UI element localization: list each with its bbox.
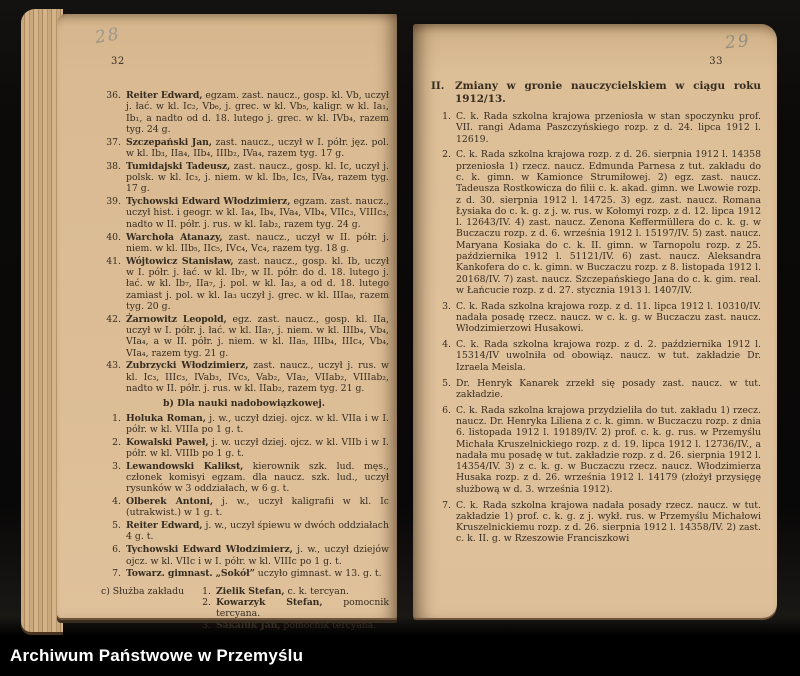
- teacher-name: Szczepański Jan,: [126, 136, 212, 148]
- entry-number: 6.: [112, 544, 121, 556]
- entry-number: 4.: [442, 339, 451, 351]
- entry-text: uczyło gimnast. w 13. g. t.: [257, 568, 382, 580]
- entry-text: pomocnik tercyana.: [283, 619, 377, 631]
- teacher-name: Warchoła Atanazy,: [126, 231, 223, 243]
- entry-number: 40.: [106, 231, 121, 243]
- teacher-name: Olberek Antoni,: [126, 496, 213, 508]
- activity-entry: [99, 568, 389, 579]
- entry-number: 7.: [112, 568, 121, 580]
- entry-text: j. w., uczył kaligrafii w kl. Ic (utrakwist.) w 1 g. t.: [126, 496, 389, 519]
- entry-text: C. k. Rada szkolna krajowa nadała posady rzecz. naucz. w tut. zakładzie 1) prof. c. k. g. z j. wykł. rus. w Przemyślu Michałowi Kruszelnickiemu rozp. z d. 26. sierpnia 1912 l. 14358/IV. 2) zast. c. k. II. g. w Rzeszowie Franciszkowi: [456, 499, 761, 545]
- entry-text: C. k. Rada szkolna krajowa rozp. z d. 26. sierpnia 1912 l. 14358 przeniosła 1) rzecz. naucz. Edmunda Parnesa z tut. zakładu do c. k. gimn. w Kamionce Strumiłowej. 2) egz. zast. naucz. Tadeusza Rostkowicza do filii c. k. akad. gimn. we Lwowie rozp. z d. 30. sierpnia 1912 l. 14725. 3) egz. zast. naucz. Romana Łysiaka do c. k. g. z j. w. rus. w Kołomyi rozp. z d. 12. lipca 1912 l. 12643/IV. 4) zast. naucz. Zenona Keffermüllera do c. k. g. w Buczaczu rozp. z d. 6. września 1912 l. 15197/IV. 5) zast. naucz. Maryana Kosiaka do c. k. II. gimn. w Tarnopolu rozp. z 25. października 1912 l. 51121/IV. 6) zast. naucz. Aleksandra Kankofera do c. k. gimn. w Buczaczu rozp. z 8. listopada 1912 l. 20168/IV. 7) zast. naucz. Szczepańskiego Jana do c. k. gim. real. w Łańcucie rozp. z d. 27. stycznia 1913 l. 1407/IV.: [456, 149, 761, 296]
- activity-entry: [99, 413, 389, 436]
- section-b-heading: b) Dla nauki nadobowiązkowej.: [163, 398, 325, 410]
- chapter-number: II.: [431, 80, 445, 92]
- entry-number: 37.: [106, 136, 121, 148]
- entry-text: egz. zast. naucz., gosp. kl. IIa, uczył w I. półr. j. łać. w kl. IIa₇, j. niem. w kl. IIIb₄, Vb₄, VIa₄, a w II. półr. j. niem. w kl. IIa₅, IIIb₄, IIIc₄, Vb₄, VIa₄, razem tyg. 21 g.: [126, 313, 389, 359]
- staff-entry: [197, 620, 389, 631]
- archive-name: Archiwum Państwowe w Przemyślu: [10, 646, 304, 665]
- change-entry: [431, 405, 761, 495]
- entry-text: j. w., uczył dziejów ojcz. w kl. VIIc i w I. półr. w kl. VIIIc po 1 g. t.: [126, 544, 389, 567]
- entry-text: kierownik szk. lud. męs., członek komisyi egzam. dla naucz. szk. lud., uczył rysunków w 3 oddziałach, w 6 g. t.: [126, 460, 389, 495]
- entry-number: 39.: [106, 196, 121, 208]
- change-entry: [431, 149, 761, 296]
- entry-number: 41.: [106, 255, 121, 267]
- teacher-name: Kowalski Paweł,: [126, 436, 209, 448]
- staff-name: Kowarzyk Stefan,: [216, 596, 323, 608]
- entry-number: 6.: [442, 404, 451, 416]
- entry-number: 36.: [106, 90, 121, 101]
- entry-text: zast. naucz., uczył w I. półr. jęz. pol. w kl. Ib₃, IIa₄, IIb₄, IIIb₂, IVa₄, razem tyg. 17 g.: [126, 136, 389, 159]
- teacher-entry: [99, 161, 389, 195]
- chapter-title: Zmiany w gronie nauczycielskiem w ciągu roku 1912/13.: [455, 80, 761, 105]
- teacher-name: Lewandowski Kalikst,: [126, 460, 244, 472]
- entry-text: zast. naucz., gosp. kl. Ib, uczył w I. półr. j. łać. w kl. Ib₇, w II. półr. do d. 18. lutego j. łać. w kl. Ib₇, IIa₇, j. pol. w kl. Ia₃, a od d. 18. lutego zamiast j. pol. w kl. Ia₃ uczył j. grec. w kl. IIIa₆, razem tyg. 20 g.: [126, 255, 389, 312]
- entry-text: j. w., uczył dziej. ojcz. w kl. VIIa i w I. półr. w kl. VIIIa po 1 g. t.: [126, 412, 389, 435]
- teacher-name: Reiter Edward,: [126, 90, 203, 101]
- activity-entry: [99, 461, 389, 495]
- printed-page-number: 32: [111, 56, 125, 67]
- staff-entry: [197, 586, 389, 597]
- entry-text: zast. naucz., uczył w II. półr. j. niem. w kl. IIb₅, IIc₅, IVc₄, Vc₄, razem tyg. 18 g.: [126, 231, 389, 254]
- handwritten-folio-number: 28: [93, 24, 123, 48]
- chapter-heading: [431, 80, 761, 106]
- archive-caption-bar: [0, 636, 800, 676]
- teacher-entry: [99, 137, 389, 160]
- activity-entry: [99, 544, 389, 567]
- entry-text: zast. naucz., gosp. kl. Ic, uczył j. polsk. w kl. Ic₃, j. niem. w kl. Ib₅, Ic₅, IVa₄, razem tyg. 17 g.: [126, 160, 389, 195]
- book-page-right: [413, 24, 777, 618]
- book-page-left: [57, 14, 397, 631]
- entry-number: 4.: [112, 496, 121, 508]
- entry-number: 7.: [442, 499, 451, 511]
- teacher-name: Żarnowitz Leopold,: [126, 313, 227, 325]
- entry-number: 2.: [442, 149, 451, 161]
- entry-number: 3.: [112, 460, 121, 472]
- entry-text: pomocnik tercyana.: [216, 596, 389, 620]
- section-c-staff: [99, 586, 389, 631]
- entry-text: j. w., uczył śpiewu w dwóch oddziałach 4 g. t.: [126, 520, 389, 543]
- change-entry: [431, 339, 761, 373]
- section-c-label: c) Służba zakładu: [101, 585, 185, 597]
- printed-page-number: 33: [709, 56, 723, 67]
- entry-text: C. k. Rada szkolna krajowa przeniosła w stan spoczynku prof. VII. rangi Adama Paszczyńskiego rozp. z d. 24. lipca 1912 l. 12619.: [456, 111, 761, 145]
- entry-number: 5.: [112, 520, 121, 532]
- entry-number: 1.: [442, 111, 451, 122]
- entry-number: 1.: [202, 585, 211, 597]
- entry-text: egzam. zast. naucz., uczył hist. i geogr. w kl. Ia₄, Ib₄, IVa₄, VIb₄, VIIc₃, VIIIc₃, nadto w II. półr. j. rus. w kl. Iab₂, razem tyg. 24 g.: [126, 196, 389, 230]
- activity-entry: [99, 520, 389, 543]
- teacher-entry: [99, 232, 389, 255]
- entry-number: 2.: [112, 436, 121, 448]
- teacher-name: Tychowski Edward Włodzimierz,: [126, 196, 291, 208]
- change-entry: [431, 378, 761, 401]
- teacher-entry: [99, 90, 389, 135]
- teacher-entry: [99, 314, 389, 359]
- entry-text: C. k. Rada szkolna krajowa rozp. z d. 11. lipca 1912 l. 10310/IV. nadała posadę rzecz. naucz. w c. k. g. w Buczaczu zast. naucz. Włodzimierzowi Husakowi.: [456, 300, 761, 335]
- organization-name: Towarz. gimnast. „Sokół”: [126, 568, 255, 580]
- entry-number: 43.: [106, 360, 121, 372]
- staff-name: Sakaluk Jan,: [216, 619, 281, 631]
- entry-text: C. k. Rada szkolna krajowa przydzieliła do tut. zakładu 1) rzecz. naucz. Dr. Henryka Liliena z c. k. gimn. w Buczaczu rozp. z dnia 6. listopada 1912 l. 19189/IV. 2) prof. c. k. g. rus. w Przemyślu Michała Kruszelnickiego rozp. z d. 19. lipca 1912 l. 12736/IV., a nadała mu posadę w tut. zakładzie rozp. z d. 26. sierpnia 1912 l. 14354/IV. 3) z c. k. g. w Buczaczu rzecz. naucz. Włodzimierza Husaka rozp. z d. 26. września 1912 l. 14179 (złożył przysięgę służbową w d. 3. września 1912).: [456, 404, 761, 495]
- handwritten-folio-number: 29: [724, 30, 752, 54]
- teacher-name: Holuka Roman,: [126, 412, 206, 424]
- entry-text: zast. naucz., uczył j. rus. w kl. Ic₃, IIIc₃, IVab₃, IVc₃, Vab₂, VIa₂, VIIab₂, VIIIab₂, nadto w II. półr. j. rus. w kl. IIab₂, razem tyg. 21 g.: [126, 360, 389, 394]
- entry-number: 2.: [202, 596, 211, 608]
- teacher-name: Tumidajski Tadeusz,: [126, 160, 231, 172]
- change-entry: [431, 301, 761, 335]
- staff-name: Zielik Stefan,: [216, 585, 285, 597]
- change-entry: [431, 500, 761, 545]
- entry-number: 38.: [106, 160, 121, 172]
- entry-number: 5.: [442, 377, 451, 389]
- entry-text: egzam. zast. naucz., gosp. kl. Vb, uczył j. łać. w kl. Ic₂, Vb₆, j. grec. w kl. Vb₅, kaligr. w kl. Ia₁, Ib₁, a nadto od d. 18. lutego j. grec. w kl. IVb₄, razem tyg. 24 g.: [126, 90, 389, 135]
- page-left-text: [99, 90, 389, 631]
- activity-entry: [99, 496, 389, 519]
- entry-text: j. w. uczył dziej. ojcz. w kl. VIIb i w I. półr. w kl. VIIIb po 1 g. t.: [126, 436, 389, 459]
- entry-number: 3.: [442, 300, 451, 312]
- page-right-text: [431, 80, 761, 549]
- change-entry: [431, 111, 761, 145]
- activity-entry: [99, 437, 389, 460]
- staff-entry: [197, 597, 389, 620]
- teacher-name: Zubrzycki Włodzimierz,: [126, 360, 249, 372]
- teacher-name: Tychowski Edward Włodzimierz,: [126, 544, 293, 556]
- entry-text: Dr. Henryk Kanarek zrzekł się posady zast. naucz. w tut. zakładzie.: [456, 377, 761, 400]
- teacher-entry: [99, 196, 389, 230]
- entry-text: c. k. tercyan.: [287, 585, 349, 597]
- entry-number: 3.: [202, 619, 211, 631]
- entry-number: 1.: [112, 412, 121, 424]
- teacher-entry: [99, 256, 389, 312]
- teacher-name: Reiter Edward,: [126, 520, 203, 532]
- entry-text: C. k. Rada szkolna krajowa rozp. z d. 2. października 1912 l. 15314/IV uwolniła od obowiąz. naucz. w tut. zakładzie Dr. Izraela Meisla.: [456, 339, 761, 373]
- entry-number: 42.: [106, 313, 121, 325]
- teacher-entry: [99, 360, 389, 394]
- teacher-name: Wójtowicz Stanisław,: [126, 255, 234, 267]
